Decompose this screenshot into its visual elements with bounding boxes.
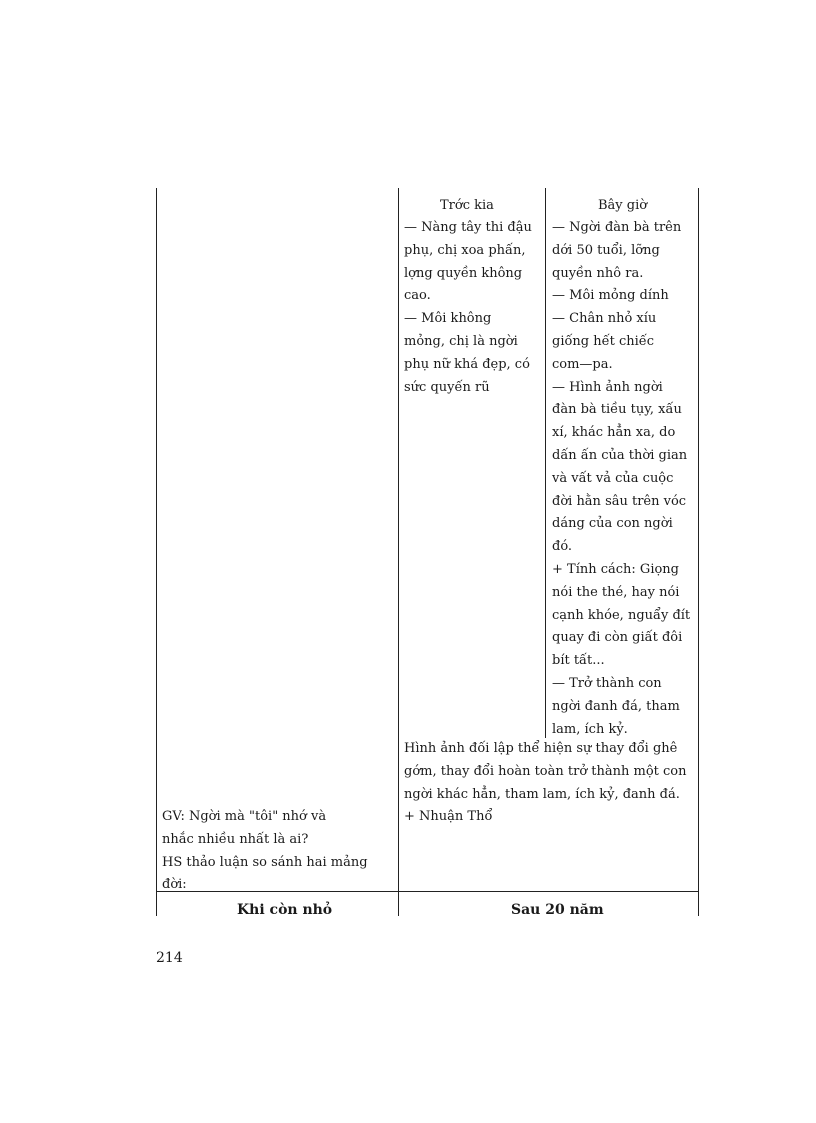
text-line: lam, ích kỷ. [552,721,628,737]
text-line: — Nàng tây thi đậu [404,220,532,235]
page-number: 214 [156,950,183,966]
summary-paragraph [404,738,687,806]
text-line: — Chân nhỏ xíu [552,311,657,327]
table-right-border [698,188,699,916]
text-line: dới 50 tuổi, lỡng [552,242,660,258]
truoc-kia-column [404,217,538,399]
text-line: cao. [404,288,431,304]
header-khi-con-nho: Khi còn nhỏ [237,902,333,918]
text-line: — Môi không [404,311,492,327]
text-line: gớm, thay đổi hoàn toàn trở thành một con [404,763,687,779]
text-line: nói the thé, hay nói [552,584,680,600]
text-line: mỏng, chị là ngời [404,333,518,349]
text-line: quyền nhô ra. [552,265,644,281]
nhuan-tho-heading: + Nhuận Thổ [404,809,493,824]
text-line: + Tính cách: Giọng [552,561,679,577]
header-sau-20-nam: Sau 20 năm [511,902,604,918]
text-line: — Trở thành con [552,675,662,691]
table-left-border [156,188,157,916]
text-line: — Môi mỏng dính [552,288,669,304]
text-line: đàn bà tiều tụy, xấu [552,402,682,418]
text-line: đời hằn sâu trên vóc [552,493,687,509]
table-middle-border [398,188,399,916]
text-line: cạnh khóe, nguẩy đít [552,607,691,623]
text-line: đời: [162,877,187,893]
truoc-kia-heading: Trớc kia [440,198,494,213]
text-line: xí, khác hẳn xa, do [552,425,676,441]
text-line: phụ, chị xoa phấn, [404,242,526,258]
text-line: Hình ảnh đối lập thể hiện sự thay đổi ghê [404,741,678,756]
text-line: sức quyến rũ [404,379,490,395]
text-line: dáng của con ngời [552,516,673,532]
text-line: và vất vả của cuộc [552,470,674,486]
text-line: nhắc nhiều nhất là ai? [162,831,309,847]
text-line: HS thảo luận so sánh hai mảng [162,854,368,870]
text-line: ngời khác hẳn, tham lam, ích kỷ, đanh đá. [404,786,680,802]
left-cell-text [162,806,390,897]
text-line: — Hình ảnh ngời [552,379,663,395]
text-line: bít tất... [552,653,605,669]
inner-column-divider [545,188,546,738]
bay-gio-heading: Bây giờ [598,198,648,213]
text-line: dấn ấn của thời gian [552,447,688,463]
text-line: GV: Ngời mà "tôi" nhớ và [162,809,327,824]
text-line: com—pa. [552,356,613,372]
text-line: phụ nữ khá đẹp, có [404,356,530,372]
text-line: — Ngời đàn bà trên [552,220,682,235]
text-line: ngời đanh đá, tham [552,698,680,714]
bay-gio-column [552,217,690,741]
text-line: lợng quyền không [404,265,523,281]
text-line: quay đi còn giất đôi [552,630,683,646]
text-line: đó. [552,539,573,555]
text-line: giống hết chiếc [552,333,655,349]
